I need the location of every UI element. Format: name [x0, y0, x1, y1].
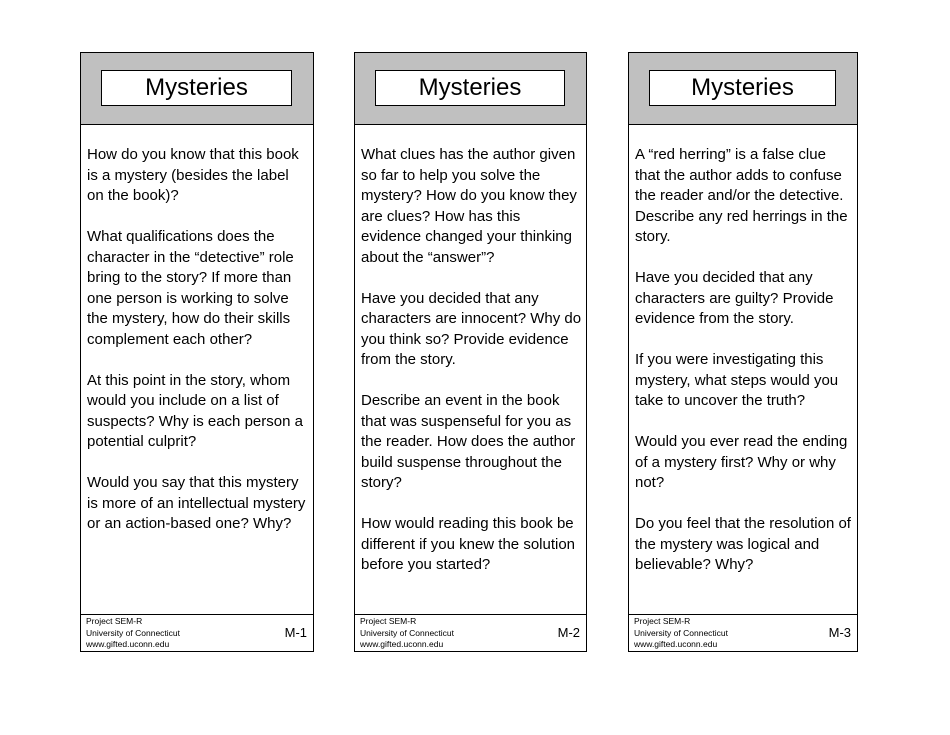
footer-website: www.gifted.uconn.edu — [634, 639, 718, 649]
bookmark-card-m3 — [628, 52, 858, 652]
question-text: At this point in the story, whom would you include on a list of suspects? Why is each person a potential culprit? — [87, 371, 303, 450]
card-title: Mysteries — [375, 70, 565, 106]
question-text: How would reading this book be different if you knew the solution before you started? — [361, 515, 576, 573]
card-header — [81, 53, 313, 125]
question-text: How do you know that this book is a mystery (besides the label on the book)? — [87, 146, 299, 204]
question-text: Describe an event in the book that was suspenseful for you as the reader. How does the author build suspense throughout the story? — [361, 392, 576, 491]
footer-website: www.gifted.uconn.edu — [360, 639, 444, 649]
bookmark-card-m2 — [354, 52, 587, 652]
card-questions — [87, 145, 309, 555]
card-footer — [81, 614, 313, 651]
card-code: M-3 — [828, 625, 851, 640]
card-title: Mysteries — [649, 70, 836, 106]
question-text: What clues has the author given so far to help you solve the mystery? How do you know they are clues? How has this evidence changed your thinking about the “answer”? — [361, 146, 577, 266]
question-text: What qualifications does the character in the “detective” role bring to the story? If more than one person is working to solve the mystery, how do their skills complement each other? — [87, 228, 294, 348]
question-text: Have you decided that any characters are guilty? Provide evidence from the story. — [635, 269, 834, 327]
card-footer — [355, 614, 586, 651]
card-questions — [635, 145, 853, 596]
footer-university: University of Connecticut — [86, 627, 181, 638]
card-footer — [629, 614, 857, 651]
question-text: Do you feel that the resolution of the mystery was logical and believable? Why? — [635, 515, 851, 573]
question-text: Would you ever read the ending of a mystery first? Why or why not? — [635, 433, 848, 491]
footer-project: Project SEM-R — [634, 616, 691, 626]
footer-university: University of Connecticut — [360, 627, 455, 638]
card-code: M-1 — [284, 625, 307, 640]
footer-info — [634, 616, 728, 651]
bookmark-card-m1 — [80, 52, 314, 652]
card-code: M-2 — [557, 625, 580, 640]
footer-project: Project SEM-R — [360, 616, 417, 626]
footer-info — [86, 616, 180, 651]
footer-project: Project SEM-R — [86, 616, 143, 626]
card-header — [629, 53, 857, 125]
footer-website: www.gifted.uconn.edu — [86, 639, 170, 649]
question-text: Would you say that this mystery is more of an intellectual mystery or an action-based one? Why? — [87, 474, 306, 532]
card-questions — [361, 145, 582, 596]
question-text: If you were investigating this mystery, what steps would you take to uncover the truth? — [635, 351, 839, 409]
footer-info — [360, 616, 454, 651]
question-text: A “red herring” is a false clue that the author adds to confuse the reader and/or the detective. Describe any red herrings in the story. — [635, 146, 848, 245]
question-text: Have you decided that any characters are innocent? Why do you think so? Provide evidence from the story. — [361, 289, 582, 368]
footer-university: University of Connecticut — [634, 627, 729, 638]
card-title: Mysteries — [101, 70, 292, 106]
card-header — [355, 53, 586, 125]
